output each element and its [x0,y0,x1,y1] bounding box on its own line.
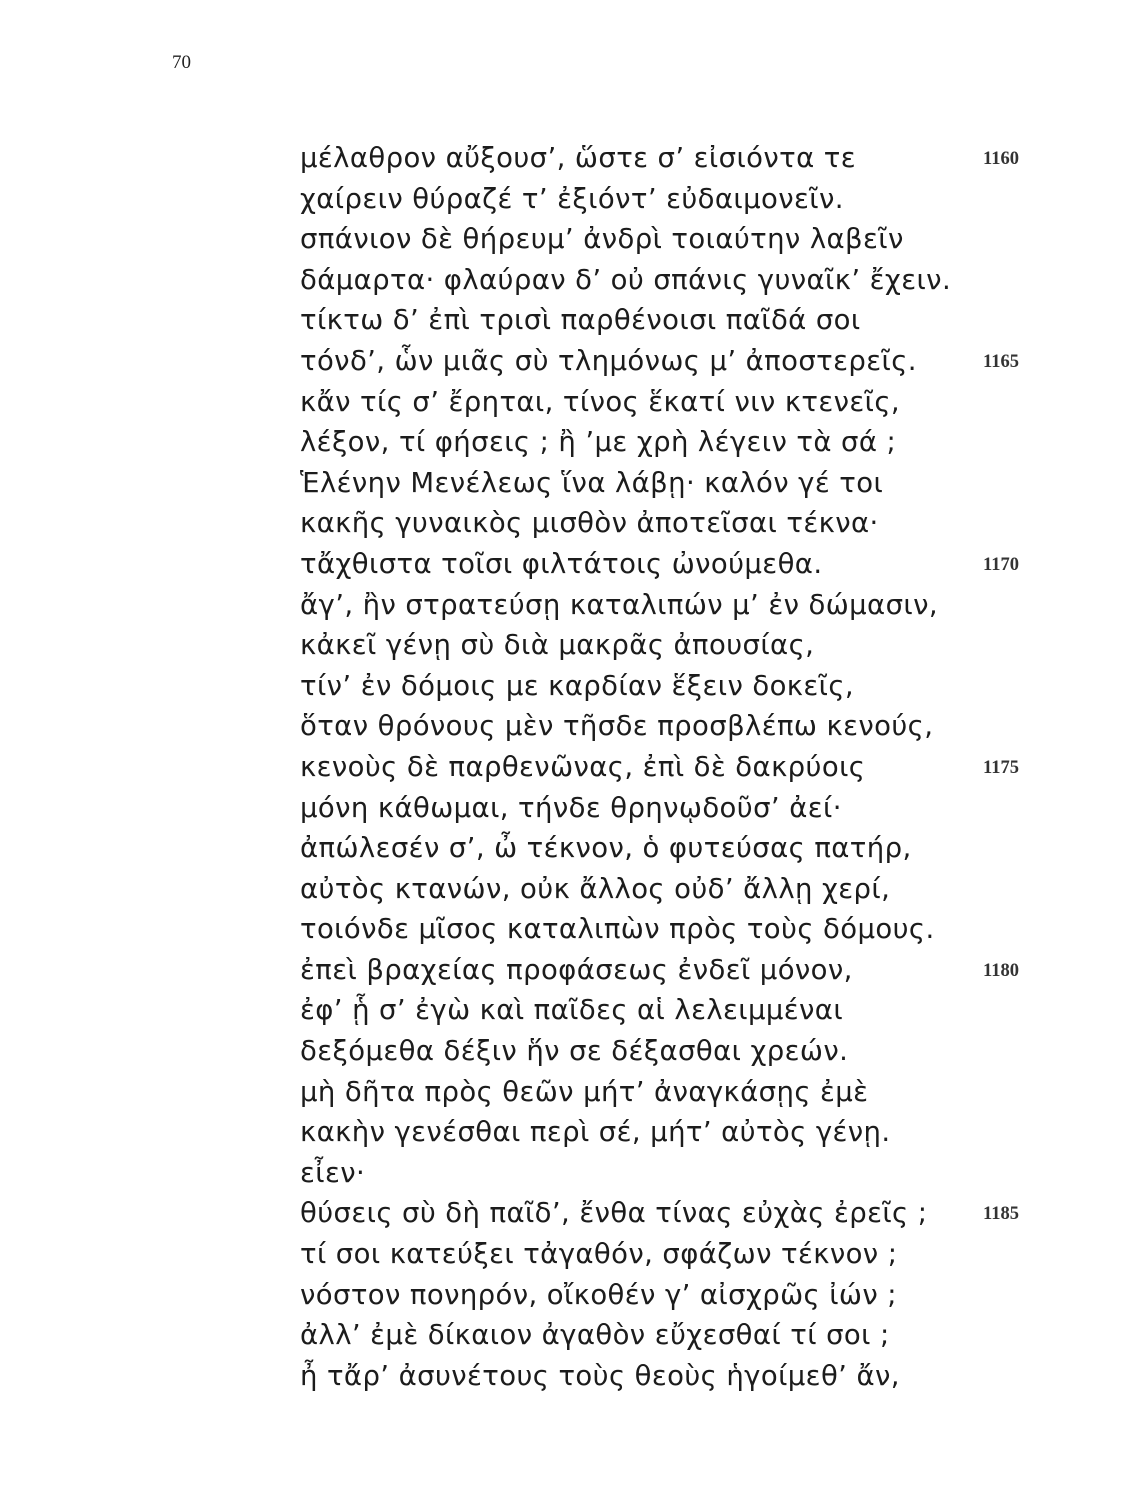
verse-text: δάμαρτα· φλαύραν δ’ οὐ σπάνις γυναῖκ’ ἔχειν. [300,263,952,296]
verse-text: χαίρειν θύραζέ τ’ ἐξιόντ’ εὐδαιμονεῖν. [300,182,844,215]
verse-line [300,341,1060,382]
verse-line [300,585,1060,626]
line-number: 1170 [983,554,1019,575]
verse-line [300,503,1060,544]
verse-text: μὴ δῆτα πρὸς θεῶν μήτ’ ἀναγκάσῃς ἐμὲ [300,1075,869,1108]
line-number: 1160 [983,149,1019,169]
verse-text: Ἑλένην Μενέλεως ἵνα λάβῃ· καλόν γέ τοι [300,466,884,499]
verse-line [300,1315,1060,1356]
verse-line [300,1072,1060,1113]
verse-text: ἐπεὶ βραχείας προφάσεως ἐνδεῖ μόνον, [300,953,853,986]
verse-line [300,260,1060,301]
verse-text: θύσεις σὺ δὴ παῖδ’, ἔνθα τίνας εὐχὰς ἐρεῖς ; [300,1197,928,1230]
verse-line [300,1275,1060,1316]
verse-text: τίκτω δ’ ἐπὶ τρισὶ παρθένοισι παῖδά σοι [300,304,861,337]
verse-text: ἄγ’, ἢν στρατεύσῃ καταλιπών μ’ ἐν δώμασιν, [300,588,939,621]
verse-line [300,1356,1060,1397]
verse-line [300,382,1060,423]
verse-line [300,706,1060,747]
verse-line [300,544,1060,585]
verse-text: τοιόνδε μῖσος καταλιπὼν πρὸς τοὺς δόμους. [300,913,935,946]
verse-text: λέξον, τί φήσεις ; ἢ ’με χρὴ λέγειν τὰ σά ; [300,426,897,459]
verse-line [300,179,1060,220]
verse-line [300,1031,1060,1072]
verse-text: εἶεν· [300,1156,366,1189]
verse-text: νόστον πονηρόν, οἴκοθέν γ’ αἰσχρῶς ἰών ; [300,1278,897,1311]
verse-text: σπάνιον δὲ θήρευμ’ ἀνδρὶ τοιαύτην λαβεῖν [300,223,904,256]
verse-text: ἦ τἄρ’ ἀσυνέτους τοὺς θεοὺς ἡγοίμεθ’ ἄν, [300,1359,900,1392]
verse-line [300,869,1060,910]
page-number: 70 [172,52,191,73]
verse-text: κακῆς γυναικὸς μισθὸν ἀποτεῖσαι τέκνα· [300,507,879,540]
verse-text: ὅταν θρόνους μὲν τῆσδε προσβλέπω κενούς, [300,710,934,743]
verse-text: ἀλλ’ ἐμὲ δίκαιον ἀγαθὸν εὔχεσθαί τί σοι ; [300,1319,890,1352]
verse-text: μόνη κάθωμαι, τήνδε θρηνῳδοῦσ’ ἀεί· [300,791,842,824]
verse-line [300,463,1060,504]
verse-line [300,747,1060,788]
verse-text: τίν’ ἐν δόμοις με καρδίαν ἕξειν δοκεῖς, [300,669,855,702]
verse-line [300,1193,1060,1234]
line-number: 1165 [983,351,1019,372]
verse-text: ἀπώλεσέν σ’, ὦ τέκνον, ὁ φυτεύσας πατήρ, [300,832,912,865]
verse-text: κἄν τίς σ’ ἔρηται, τίνος ἕκατί νιν κτενεῖς, [300,385,901,418]
verse-line [300,990,1060,1031]
line-number: 1175 [983,757,1019,778]
verse-line [300,909,1060,950]
verse-text: δεξόμεθα δέξιν ἥν σε δέξασθαι χρεών. [300,1035,849,1068]
verse-line [300,1234,1060,1275]
verse-text: κενοὺς δὲ παρθενῶνας, ἐπὶ δὲ δακρύοις [300,750,866,783]
verse-line [300,300,1060,341]
verse-line [300,422,1060,463]
verse-block [300,138,1060,1396]
verse-text: μέλαθρον αὔξουσ’, ὥστε σ’ εἰσιόντα τε [300,142,857,174]
verse-text: αὐτὸς κτανών, οὐκ ἄλλος οὐδ’ ἄλλῃ χερί, [300,872,891,905]
verse-line [300,788,1060,829]
verse-line [300,950,1060,991]
line-number: 1185 [983,1204,1019,1225]
verse-text: τί σοι κατεύξει τἀγαθόν, σφάζων τέκνον ; [300,1238,898,1271]
verse-text: ἐφ’ ᾗ σ’ ἐγὼ καὶ παῖδες αἱ λελειμμέναι [300,994,844,1027]
verse-line [300,219,1060,260]
verse-line [300,138,1060,179]
verse-line [300,1112,1060,1153]
verse-line [300,666,1060,707]
verse-text: τἄχθιστα τοῖσι φιλτάτοις ὠνούμεθα. [300,547,823,580]
line-number: 1180 [983,960,1019,981]
verse-line [300,625,1060,666]
verse-text: κακὴν γενέσθαι περὶ σέ, μήτ’ αὐτὸς γένῃ. [300,1116,891,1149]
verse-line [300,1153,1060,1194]
verse-text: τόνδ’, ὧν μιᾶς σὺ τλημόνως μ’ ἀποστερεῖς. [300,344,917,377]
verse-text: κἀκεῖ γένῃ σὺ διὰ μακρᾶς ἀπουσίας, [300,629,815,662]
verse-line [300,828,1060,869]
